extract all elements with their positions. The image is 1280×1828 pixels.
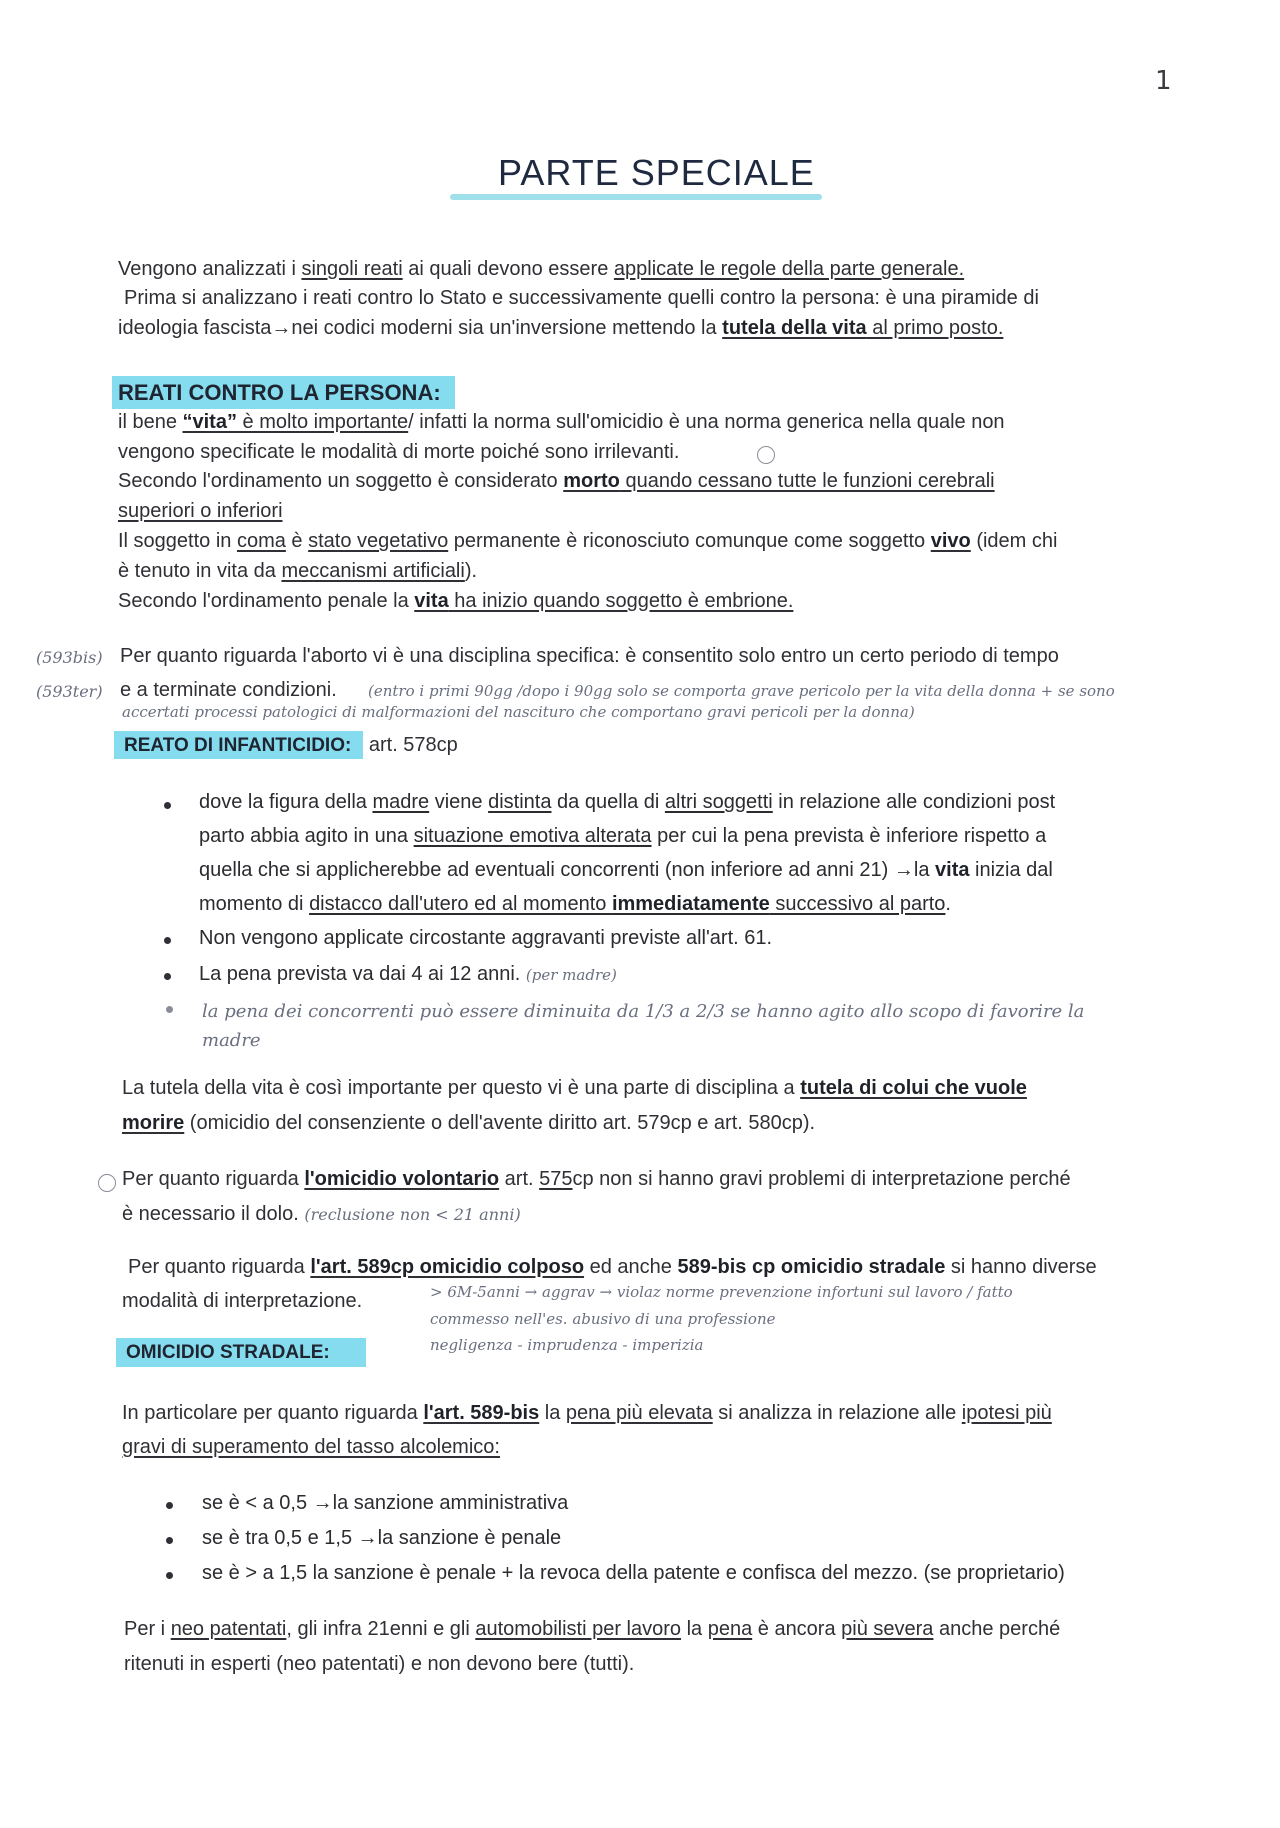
infanticidio-bullet-1-line-3: quella che si applicherebbe ad eventuali concorrenti (non inferiore ad anni 21) →la vita inizia dal (199, 859, 1053, 881)
colposo-handwritten-3: negligenza - imprudenza - imperizia (430, 1336, 704, 1354)
page-number: 1 (1155, 66, 1172, 96)
infanticidio-bullet-2: Non vengono applicate circostante aggravanti previste all'art. 61. (199, 927, 773, 949)
handwritten-note-reclusione: (reclusione non < 21 anni) (304, 1205, 521, 1224)
title-highlight (450, 194, 822, 200)
margin-note-593ter: (593ter) (36, 682, 103, 701)
stradale-final-line-1: Per i neo patentati, gli infra 21enni e gli automobilisti per lavoro la pena è ancora più severa anche perché (124, 1618, 1061, 1640)
bullet-dot (166, 1572, 173, 1579)
section-heading-persona: REATI CONTRO LA PERSONA: (112, 376, 455, 409)
aborto-handwritten-note-2: accertati processi patologici di malformazioni del nascituro che comportano gravi pericoli per la donna) (122, 703, 915, 721)
section-heading-infanticidio: REATO DI INFANTICIDIO: (114, 731, 363, 759)
infanticidio-bullet-4-handwritten-2: madre (202, 1030, 261, 1051)
persona-line-6: è tenuto in vita da meccanismi artificiali). (118, 560, 478, 582)
tutela-line-2: morire (omicidio del consenziente o dell'avente diritto art. 579cp e art. 580cp). (122, 1112, 816, 1134)
bullet-dot (164, 973, 171, 980)
stradale-final-line-2: ritenuti in esperti (neo patentati) e non devono bere (tutti). (124, 1653, 635, 1675)
page-title: PARTE SPECIALE (498, 152, 815, 193)
volontario-line-1: Per quanto riguarda l'omicidio volontario art. 575cp non si hanno gravi problemi di interpretazione perché (122, 1168, 1071, 1190)
bullet-dot (166, 1537, 173, 1544)
stradale-line-2: gravi di superamento del tasso alcolemico: (122, 1436, 500, 1458)
tasso-item-3: se è > a 1,5 la sanzione è penale + la revoca della patente e confisca del mezzo. (se proprietario) (202, 1562, 1065, 1584)
bullet-dot (166, 1502, 173, 1509)
bullet-dot (166, 1006, 173, 1013)
intro-line-1: Vengono analizzati i singoli reati ai quali devono essere applicate le regole della parte generale. (118, 258, 965, 280)
persona-line-4: superiori o inferiori (118, 500, 283, 522)
margin-note-593bis: (593bis) (36, 648, 103, 667)
intro-line-3: ideologia fascista→nei codici moderni sia un'inversione mettendo la tutela della vita al primo posto. (118, 317, 1004, 339)
stradale-line-1: In particolare per quanto riguarda l'art. 589-bis la pena più elevata si analizza in relazione alle ipotesi più (122, 1402, 1052, 1424)
section-heading-stradale: OMICIDIO STRADALE: (116, 1338, 366, 1367)
aborto-handwritten-note-1: (entro i primi 90gg /dopo i 90gg solo se comporta grave pericolo per la vita della donna + se sono (368, 682, 1115, 700)
persona-line-1: il bene “vita” è molto importante/ infatti la norma sull'omicidio è una norma generica nella quale non (118, 411, 1005, 433)
aborto-line-2: e a terminate condizioni. (120, 679, 337, 701)
bullet-dot (164, 802, 171, 809)
colposo-handwritten-2: commesso nell'es. abusivo di una professione (430, 1310, 776, 1328)
tasso-item-1: se è < a 0,5 →la sanzione amministrativa (202, 1492, 569, 1514)
volontario-line-2: è necessario il dolo. (reclusione non < 21 anni) (122, 1203, 521, 1225)
colposo-line-1: Per quanto riguarda l'art. 589cp omicidio colposo ed anche 589-bis cp omicidio stradale si hanno diverse (128, 1256, 1097, 1278)
infanticidio-bullet-1-line-2: parto abbia agito in una situazione emotiva alterata per cui la pena prevista è inferiore rispetto a (199, 825, 1047, 847)
circled-x-mark-icon (757, 446, 775, 464)
aborto-line-1: Per quanto riguarda l'aborto vi è una disciplina specifica: è consentito solo entro un certo periodo di tempo (120, 645, 1059, 667)
persona-line-7: Secondo l'ordinamento penale la vita ha inizio quando soggetto è embrione. (118, 590, 794, 612)
bullet-dot (164, 937, 171, 944)
tutela-line-1: La tutela della vita è così importante per questo vi è una parte di disciplina a tutela di colui che vuole (122, 1077, 1027, 1099)
intro-line-2: Prima si analizzano i reati contro lo Stato e successivamente quelli contro la persona: è una piramide di (124, 287, 1039, 309)
infanticidio-bullet-1-line-4: momento di distacco dall'utero ed al momento immediatamente successivo al parto. (199, 893, 951, 915)
persona-line-2: vengono specificate le modalità di morte poiché sono irrilevanti. (118, 441, 680, 463)
tasso-item-2: se è tra 0,5 e 1,5 →la sanzione è penale (202, 1527, 562, 1549)
colposo-handwritten-1: > 6M-5anni → aggrav → violaz norme prevenzione infortuni sul lavoro / fatto (430, 1283, 1013, 1301)
infanticidio-bullet-1-line-1: dove la figura della madre viene distinta da quella di altri soggetti in relazione alle condizioni post (199, 791, 1056, 813)
handwritten-note-per-madre: (per madre) (525, 966, 617, 984)
infanticidio-bullet-3: La pena prevista va dai 4 ai 12 anni. (per madre) (199, 963, 617, 985)
infanticidio-bullet-4-handwritten-1: la pena dei concorrenti può essere diminuita da 1/3 a 2/3 se hanno agito allo scopo di favorire la (202, 1001, 1085, 1022)
infanticidio-heading-line: REATO DI INFANTICIDIO: art. 578cp (114, 730, 458, 761)
persona-line-5: Il soggetto in coma è stato vegetativo permanente è riconosciuto comunque come soggetto vivo (idem chi (118, 530, 1058, 552)
circled-x-mark-icon (98, 1174, 116, 1192)
colposo-line-2: modalità di interpretazione. (122, 1290, 363, 1312)
persona-line-3: Secondo l'ordinamento un soggetto è considerato morto quando cessano tutte le funzioni cerebrali (118, 470, 995, 492)
